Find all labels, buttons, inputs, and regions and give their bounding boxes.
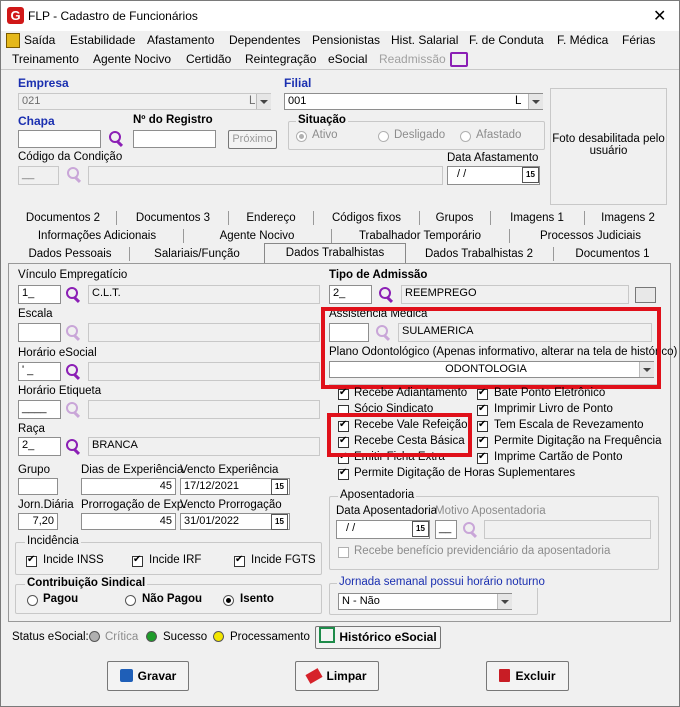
horario-esocial-input[interactable]: ' _ bbox=[18, 362, 61, 381]
raca-label: Raça bbox=[18, 423, 45, 435]
plano-odonto-select[interactable]: ODONTOLOGIA bbox=[329, 361, 654, 378]
chapa-input[interactable] bbox=[18, 130, 101, 148]
raca-desc: BRANCA bbox=[88, 437, 320, 456]
data-afastamento-input[interactable]: / / bbox=[447, 166, 540, 185]
calendar-icon[interactable]: 15 bbox=[412, 521, 429, 537]
vencto-prorrog-label: Vencto Prorrogação bbox=[180, 499, 282, 511]
bate-ponto-label: Bate Ponto Eletrônico bbox=[494, 387, 606, 399]
motivo-apos-label: Motivo Aposentadoria bbox=[435, 505, 546, 517]
vinculo-code-input[interactable]: 1_ bbox=[18, 285, 61, 304]
situacao-afastado-label: Afastado bbox=[476, 129, 522, 141]
jornada-dropdown-icon[interactable] bbox=[497, 594, 512, 609]
status-esocial-label: Status eSocial: bbox=[12, 631, 89, 643]
menu-saida[interactable]: Saída bbox=[24, 33, 56, 47]
empresa-label: Empresa bbox=[18, 76, 69, 90]
socio-sindicato-label: Sócio Sindicato bbox=[354, 403, 434, 415]
registro-input[interactable] bbox=[133, 130, 216, 148]
historico-esocial-button[interactable] bbox=[315, 626, 441, 649]
tab-documentos-2[interactable]: Documentos 2 bbox=[25, 212, 101, 224]
incidencia-label: Incidência bbox=[27, 535, 79, 547]
escala-label: Escala bbox=[18, 308, 53, 320]
horario-etiqueta-search-icon[interactable] bbox=[65, 402, 81, 418]
title-bar bbox=[1, 1, 679, 31]
contrib-pagou-label: Pagou bbox=[43, 593, 79, 605]
situacao-desligado-label: Desligado bbox=[394, 129, 446, 141]
menu-agente-nocivo[interactable]: Agente Nocivo bbox=[93, 52, 172, 66]
checks-divider bbox=[329, 384, 657, 385]
status-critica-icon bbox=[89, 631, 100, 642]
aposentadoria-label: Aposentadoria bbox=[340, 489, 415, 501]
empresa-suffix: L bbox=[249, 95, 256, 107]
empresa-dropdown-icon bbox=[256, 94, 271, 109]
horario-etiqueta-desc bbox=[88, 400, 320, 419]
tab-dados-trabalhistas[interactable]: Dados Trabalhistas bbox=[264, 243, 406, 263]
tab-agente-nocivo[interactable]: Agente Nocivo bbox=[219, 230, 295, 242]
horario-esocial-desc bbox=[88, 362, 320, 381]
chapa-label: Chapa bbox=[18, 114, 55, 128]
data-apos-input[interactable]: / / bbox=[336, 520, 430, 539]
contrib-label: Contribuição Sindical bbox=[27, 577, 146, 589]
horas-suplementares-label: Permite Digitação de Horas Suplementares bbox=[354, 467, 576, 479]
highlight-box bbox=[327, 413, 472, 457]
tab-dados-trabalhistas-2[interactable]: Dados Trabalhistas 2 bbox=[424, 248, 534, 260]
tab-separator bbox=[509, 229, 510, 243]
limpar-button[interactable] bbox=[295, 661, 379, 691]
tab-separator bbox=[331, 229, 332, 243]
escala-revezamento-label: Tem Escala de Revezamento bbox=[494, 419, 644, 431]
situacao-desligado-radio bbox=[378, 131, 389, 142]
imprimir-livro-checkbox[interactable] bbox=[477, 405, 488, 416]
filial-field[interactable]: 001 bbox=[284, 93, 543, 110]
contrib-isento-radio[interactable] bbox=[223, 595, 234, 606]
menu-ferias[interactable]: Férias bbox=[622, 33, 656, 47]
floppy-icon bbox=[120, 669, 133, 682]
menu-dependentes[interactable]: Dependentes bbox=[229, 33, 301, 47]
recebe-vale-refeicao-label: Recebe Vale Refeição bbox=[354, 419, 468, 431]
filial-dropdown-icon[interactable] bbox=[528, 94, 543, 109]
gravar-label: Gravar bbox=[137, 669, 177, 683]
close-icon[interactable]: ✕ bbox=[653, 8, 667, 25]
imprime-cartao-label: Imprime Cartão de Ponto bbox=[494, 451, 623, 463]
photo-text: Foto desabilitada pelo usuário bbox=[552, 133, 665, 157]
codigo-condicao-label: Código da Condição bbox=[18, 151, 123, 163]
contrib-pagou-radio[interactable] bbox=[27, 595, 38, 606]
menu-readmissao: Readmissão bbox=[379, 52, 446, 66]
dias-exp-input[interactable]: 45 bbox=[81, 478, 176, 495]
menu-esocial[interactable]: eSocial bbox=[328, 52, 368, 66]
vencto-prorrog-input[interactable]: 31/01/2022 bbox=[180, 513, 290, 530]
imprimir-livro-label: Imprimir Livro de Ponto bbox=[494, 403, 613, 415]
grupo-input[interactable] bbox=[18, 478, 58, 495]
situacao-label: Situação bbox=[298, 114, 346, 126]
incide-irf-label: Incide IRF bbox=[149, 554, 202, 566]
situacao-ativo-label: Ativo bbox=[312, 129, 338, 141]
status-sucesso-icon bbox=[146, 631, 157, 642]
tab-separator bbox=[419, 211, 420, 225]
jorn-diaria-label: Jorn.Diária bbox=[18, 499, 74, 511]
prorrog-label: Prorrogação de Exp. bbox=[81, 499, 187, 511]
vinculo-search-icon[interactable] bbox=[65, 287, 81, 303]
tab-separator bbox=[183, 229, 184, 243]
menu-divider bbox=[1, 69, 679, 70]
horario-esocial-label: Horário eSocial bbox=[18, 347, 97, 359]
incide-fgts-checkbox[interactable] bbox=[234, 556, 245, 567]
trash-icon bbox=[499, 669, 510, 682]
vencto-exp-input[interactable]: 17/12/2021 bbox=[180, 478, 290, 495]
tab-documentos-1[interactable]: Documentos 1 bbox=[575, 248, 650, 260]
codigo-condicao-desc bbox=[88, 166, 443, 185]
menu-f-conduta[interactable]: F. de Conduta bbox=[469, 33, 544, 47]
tab-imagens-1[interactable]: Imagens 1 bbox=[510, 212, 564, 224]
tipo-admissao-search-icon[interactable] bbox=[378, 287, 394, 303]
calendar-icon[interactable]: 15 bbox=[271, 514, 288, 530]
situacao-afastado-radio bbox=[460, 131, 471, 142]
tab-grupos[interactable]: Grupos bbox=[435, 212, 474, 224]
menu-afastamento[interactable]: Afastamento bbox=[147, 33, 215, 47]
tab-informacoes-adicionais[interactable]: Informações Adicionais bbox=[37, 230, 157, 242]
tipo-admissao-desc: REEMPREGO bbox=[401, 285, 629, 304]
imprime-cartao-checkbox[interactable] bbox=[477, 453, 488, 464]
app-logo-icon: G bbox=[7, 7, 24, 24]
contrib-isento-label: Isento bbox=[240, 593, 274, 605]
jorn-diaria-input[interactable]: 7,20 bbox=[18, 513, 58, 530]
tab-processos-judiciais[interactable]: Processos Judiciais bbox=[540, 230, 641, 242]
digitacao-frequencia-checkbox[interactable] bbox=[477, 437, 488, 448]
horario-etiqueta-label: Horário Etiqueta bbox=[18, 385, 102, 397]
menu-estabilidade[interactable]: Estabilidade bbox=[70, 33, 136, 47]
limpar-label: Limpar bbox=[326, 669, 367, 683]
excluir-label: Excluir bbox=[515, 669, 556, 683]
menu-certidao[interactable]: Certidão bbox=[186, 52, 232, 66]
contrib-nao-pagou-label: Não Pagou bbox=[142, 593, 203, 605]
tab-imagens-2[interactable]: Imagens 2 bbox=[601, 212, 655, 224]
menu-treinamento[interactable]: Treinamento bbox=[12, 52, 79, 66]
filial-label: Filial bbox=[284, 76, 312, 90]
lock-icon bbox=[6, 33, 20, 48]
beneficio-apos-checkbox bbox=[338, 547, 349, 558]
incide-inss-label: Incide INSS bbox=[43, 554, 104, 566]
data-apos-label: Data Aposentadoria bbox=[336, 505, 438, 517]
horario-etiqueta-input[interactable]: ____ bbox=[18, 400, 61, 419]
plano-odonto-label: Plano Odontológico (Apenas informativo, alterar na tela de histórico) bbox=[329, 346, 678, 358]
raca-code-input[interactable]: 2_ bbox=[18, 437, 61, 456]
highlight-box bbox=[321, 307, 661, 389]
chapa-search-icon[interactable] bbox=[108, 131, 124, 147]
tab-salariais-funcao[interactable]: Salariais/Função bbox=[154, 248, 240, 260]
registro-label: Nº do Registro bbox=[133, 114, 213, 126]
status-processamento-icon bbox=[213, 631, 224, 642]
tab-trabalhador-temporario[interactable]: Trabalhador Temporário bbox=[358, 230, 482, 242]
escala-desc bbox=[88, 323, 320, 342]
raca-search-icon[interactable] bbox=[65, 439, 81, 455]
motivo-apos-input[interactable]: __ bbox=[435, 520, 457, 539]
photo-panel bbox=[550, 88, 667, 205]
menu-hist-salarial[interactable]: Hist. Salarial bbox=[391, 33, 459, 47]
vinculo-desc: C.L.T. bbox=[88, 285, 320, 304]
tipo-admissao-label: Tipo de Admissão bbox=[329, 269, 428, 281]
tab-separator bbox=[228, 211, 229, 225]
horario-esocial-search-icon[interactable] bbox=[65, 364, 81, 380]
gravar-button[interactable] bbox=[107, 661, 189, 691]
assist-medica-desc: SULAMERICA bbox=[398, 323, 652, 342]
status-critica-label: Crítica bbox=[105, 631, 139, 643]
tab-endereco[interactable]: Endereço bbox=[246, 212, 296, 224]
menu-f-medica[interactable]: F. Médica bbox=[557, 33, 609, 47]
tab-separator bbox=[313, 211, 314, 225]
prorrog-input[interactable]: 45 bbox=[81, 513, 176, 530]
escala-search-icon[interactable] bbox=[65, 325, 81, 341]
historico-icon bbox=[319, 627, 335, 643]
menu-reintegracao[interactable]: Reintegração bbox=[245, 52, 317, 66]
grupo-label: Grupo bbox=[18, 464, 50, 476]
motivo-apos-desc bbox=[484, 520, 651, 539]
beneficio-apos-label: Recebe benefício previdenciário da aposentadoria bbox=[354, 545, 611, 557]
menu-pensionistas[interactable]: Pensionistas bbox=[312, 33, 381, 47]
tab-separator bbox=[584, 211, 585, 225]
tab-separator bbox=[553, 247, 554, 261]
status-processamento-label: Processamento bbox=[230, 631, 310, 643]
proximo-button: Próximo bbox=[228, 130, 277, 149]
horas-suplementares-checkbox[interactable] bbox=[338, 469, 349, 480]
tab-documentos-3[interactable]: Documentos 3 bbox=[135, 212, 211, 224]
empresa-field: 021 bbox=[18, 93, 271, 110]
tab-codigos-fixos[interactable]: Códigos fixos bbox=[331, 212, 402, 224]
assist-medica-label: Assistência Médica bbox=[329, 308, 428, 320]
window-title: FLP - Cadastro de Funcionários bbox=[28, 9, 198, 23]
excluir-button[interactable] bbox=[486, 661, 569, 691]
motivo-apos-search-icon[interactable] bbox=[462, 522, 478, 538]
vinculo-label: Vínculo Empregatício bbox=[18, 269, 128, 281]
codigo-condicao-input: __ bbox=[18, 166, 59, 185]
data-afastamento-label: Data Afastamento bbox=[447, 152, 539, 164]
eraser-icon bbox=[306, 668, 323, 684]
filial-suffix: L bbox=[515, 95, 522, 107]
calendar-icon[interactable]: 15 bbox=[522, 167, 539, 183]
dias-exp-label: Dias de Experiência bbox=[81, 464, 184, 476]
status-sucesso-label: Sucesso bbox=[163, 631, 208, 643]
calendar-icon[interactable]: 15 bbox=[271, 479, 288, 495]
emitir-ficha-extra-label: Emitir Ficha Extra bbox=[354, 451, 445, 463]
codigo-condicao-search-icon bbox=[66, 167, 82, 183]
incide-irf-checkbox[interactable] bbox=[132, 556, 143, 567]
tab-dados-pessoais[interactable]: Dados Pessoais bbox=[28, 248, 112, 260]
incide-inss-checkbox[interactable] bbox=[26, 556, 37, 567]
monitor-icon[interactable] bbox=[450, 52, 468, 67]
recebe-cesta-basica-label: Recebe Cesta Básica bbox=[354, 435, 465, 447]
tab-separator bbox=[116, 211, 117, 225]
tab-separator bbox=[129, 247, 130, 261]
situacao-ativo-radio bbox=[296, 131, 307, 142]
contrib-nao-pagou-radio[interactable] bbox=[125, 595, 136, 606]
digitacao-frequencia-label: Permite Digitação na Frequência bbox=[494, 435, 662, 447]
historico-esocial-label: Histórico eSocial bbox=[339, 630, 437, 644]
recebe-adiantamento-checkbox[interactable] bbox=[338, 389, 349, 400]
tipo-admissao-code-input[interactable]: 2_ bbox=[329, 285, 372, 304]
jornada-label: Jornada semanal possui horário noturno bbox=[339, 576, 545, 588]
tab-separator bbox=[490, 211, 491, 225]
escala-revezamento-checkbox[interactable] bbox=[477, 421, 488, 432]
escala-code-input[interactable] bbox=[18, 323, 61, 342]
card-icon[interactable] bbox=[635, 287, 656, 303]
jornada-select[interactable]: N - Não bbox=[338, 593, 512, 610]
incide-fgts-label: Incide FGTS bbox=[251, 554, 316, 566]
recebe-adiantamento-label: Recebe Adiantamento bbox=[354, 387, 468, 399]
bate-ponto-checkbox[interactable] bbox=[477, 389, 488, 400]
vencto-exp-label: Vencto Experiência bbox=[180, 464, 279, 476]
